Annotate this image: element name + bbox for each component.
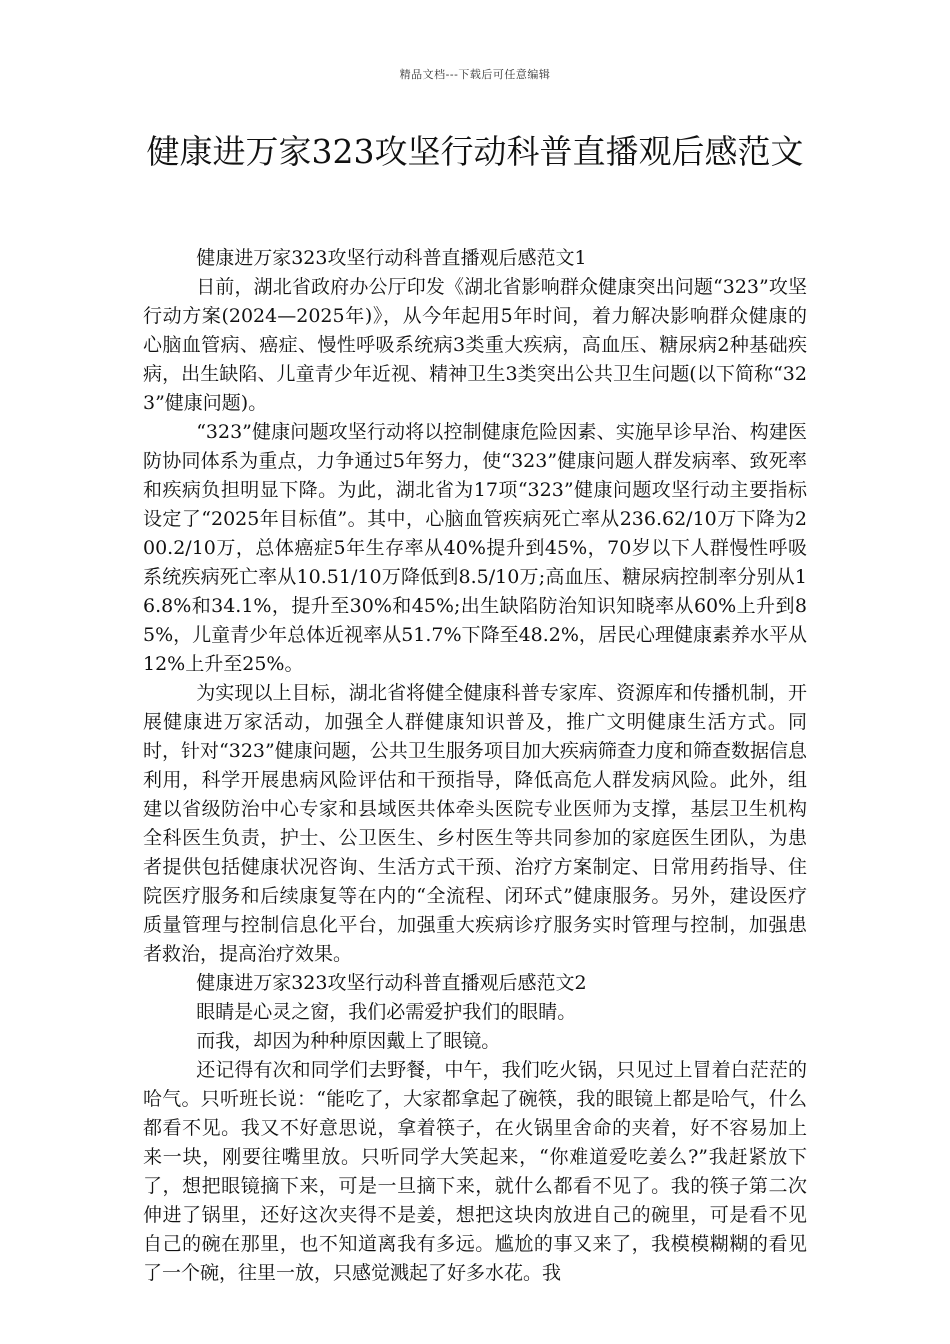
document-title: 健康进万家323攻坚行动科普直播观后感范文 — [146, 132, 804, 171]
body-paragraph: 还记得有次和同学们去野餐，中午，我们吃火锅，只见过上冒着白茫茫的哈气。只听班长说：“能吃了，大家都拿起了碗筷，我的眼镜上都是哈气，什么都看不见。我又不好意思说，拿着筷子，在火锅里舍命的夹着，好不容易加上来一块，刚要往嘴里放。只听同学大笑起来，“你难道爱吃姜么?”我赶紧放下了，想把眼镜摘下来，可是一旦摘下来，就什么都看不见了。我的筷子第二次伸进了锅里，还好这次夹得不是姜，想把这块肉放进自己的碗里，可是看不见自己的碗在那里，也不知道离我有多远。尴尬的事又来了，我模模糊糊的看见了一个碗，往里一放，只感觉溅起了好多水花。我 — [143, 1059, 807, 1284]
body-paragraph: “323”健康问题攻坚行动将以控制健康危险因素、实施早诊早治、构建医防协同体系为重点，力争通过5年努力，使“323”健康问题人群发病率、致死率和疾病负担明显下降。为此，湖北省为17项“323”健康问题攻坚行动主要指标设定了“2025年目标值”。其中，心脑血管疾病死亡率从236.62/10万下降为200.2/10万，总体癌症5年生存率从40%提升到45%，70岁以下人群慢性呼吸系统疾病死亡率从10.51/10万降低到8.5/10万;高血压、糖尿病控制率分别从16.8%和34.1%，提升至30%和45%;出生缺陷防治知识知晓率从60%上升到85%，儿童青少年总体近视率从51.7%下降至48.2%，居民心理健康素养水平从12%上升至25%。 — [143, 421, 807, 675]
document-body — [143, 244, 807, 1288]
body-paragraph: 日前，湖北省政府办公厅印发《湖北省影响群众健康突出问题“323”攻坚行动方案(2024—2025年)》，从今年起用5年时间，着力解决影响群众健康的心脑血管病、癌症、慢性呼吸系统病3类重大疾病，高血压、糖尿病2种基础疾病，出生缺陷、儿童青少年近视、精神卫生3类突出公共卫生问题(以下简称“323”健康问题)。 — [143, 276, 807, 414]
section-heading-2: 健康进万家323攻坚行动科普直播观后感范文2 — [196, 972, 587, 994]
body-paragraph: 为实现以上目标，湖北省将健全健康科普专家库、资源库和传播机制，开展健康进万家活动，加强全人群健康知识普及，推广文明健康生活方式。同时，针对“323”健康问题，公共卫生服务项目加大疾病筛查力度和筛查数据信息利用，科学开展患病风险评估和干预指导，降低高危人群发病风险。此外，组建以省级防治中心专家和县域医共体牵头医院专业医师为支撑，基层卫生机构全科医生负责，护士、公卫医生、乡村医生等共同参加的家庭医生团队，为患者提供包括健康状况咨询、生活方式干预、治疗方案制定、日常用药指导、住院医疗服务和后续康复等在内的“全流程、闭环式”健康服务。另外，建设医疗质量管理与控制信息化平台，加强重大疾病诊疗服务实时管理与控制，加强患者救治，提高治疗效果。 — [143, 682, 807, 965]
section-heading-1: 健康进万家323攻坚行动科普直播观后感范文1 — [196, 247, 587, 269]
header-note: 精品文档---下载后可任意编辑 — [399, 68, 551, 81]
body-paragraph: 而我，却因为种种原因戴上了眼镜。 — [196, 1030, 501, 1052]
body-paragraph: 眼睛是心灵之窗，我们必需爱护我们的眼睛。 — [196, 1001, 577, 1023]
